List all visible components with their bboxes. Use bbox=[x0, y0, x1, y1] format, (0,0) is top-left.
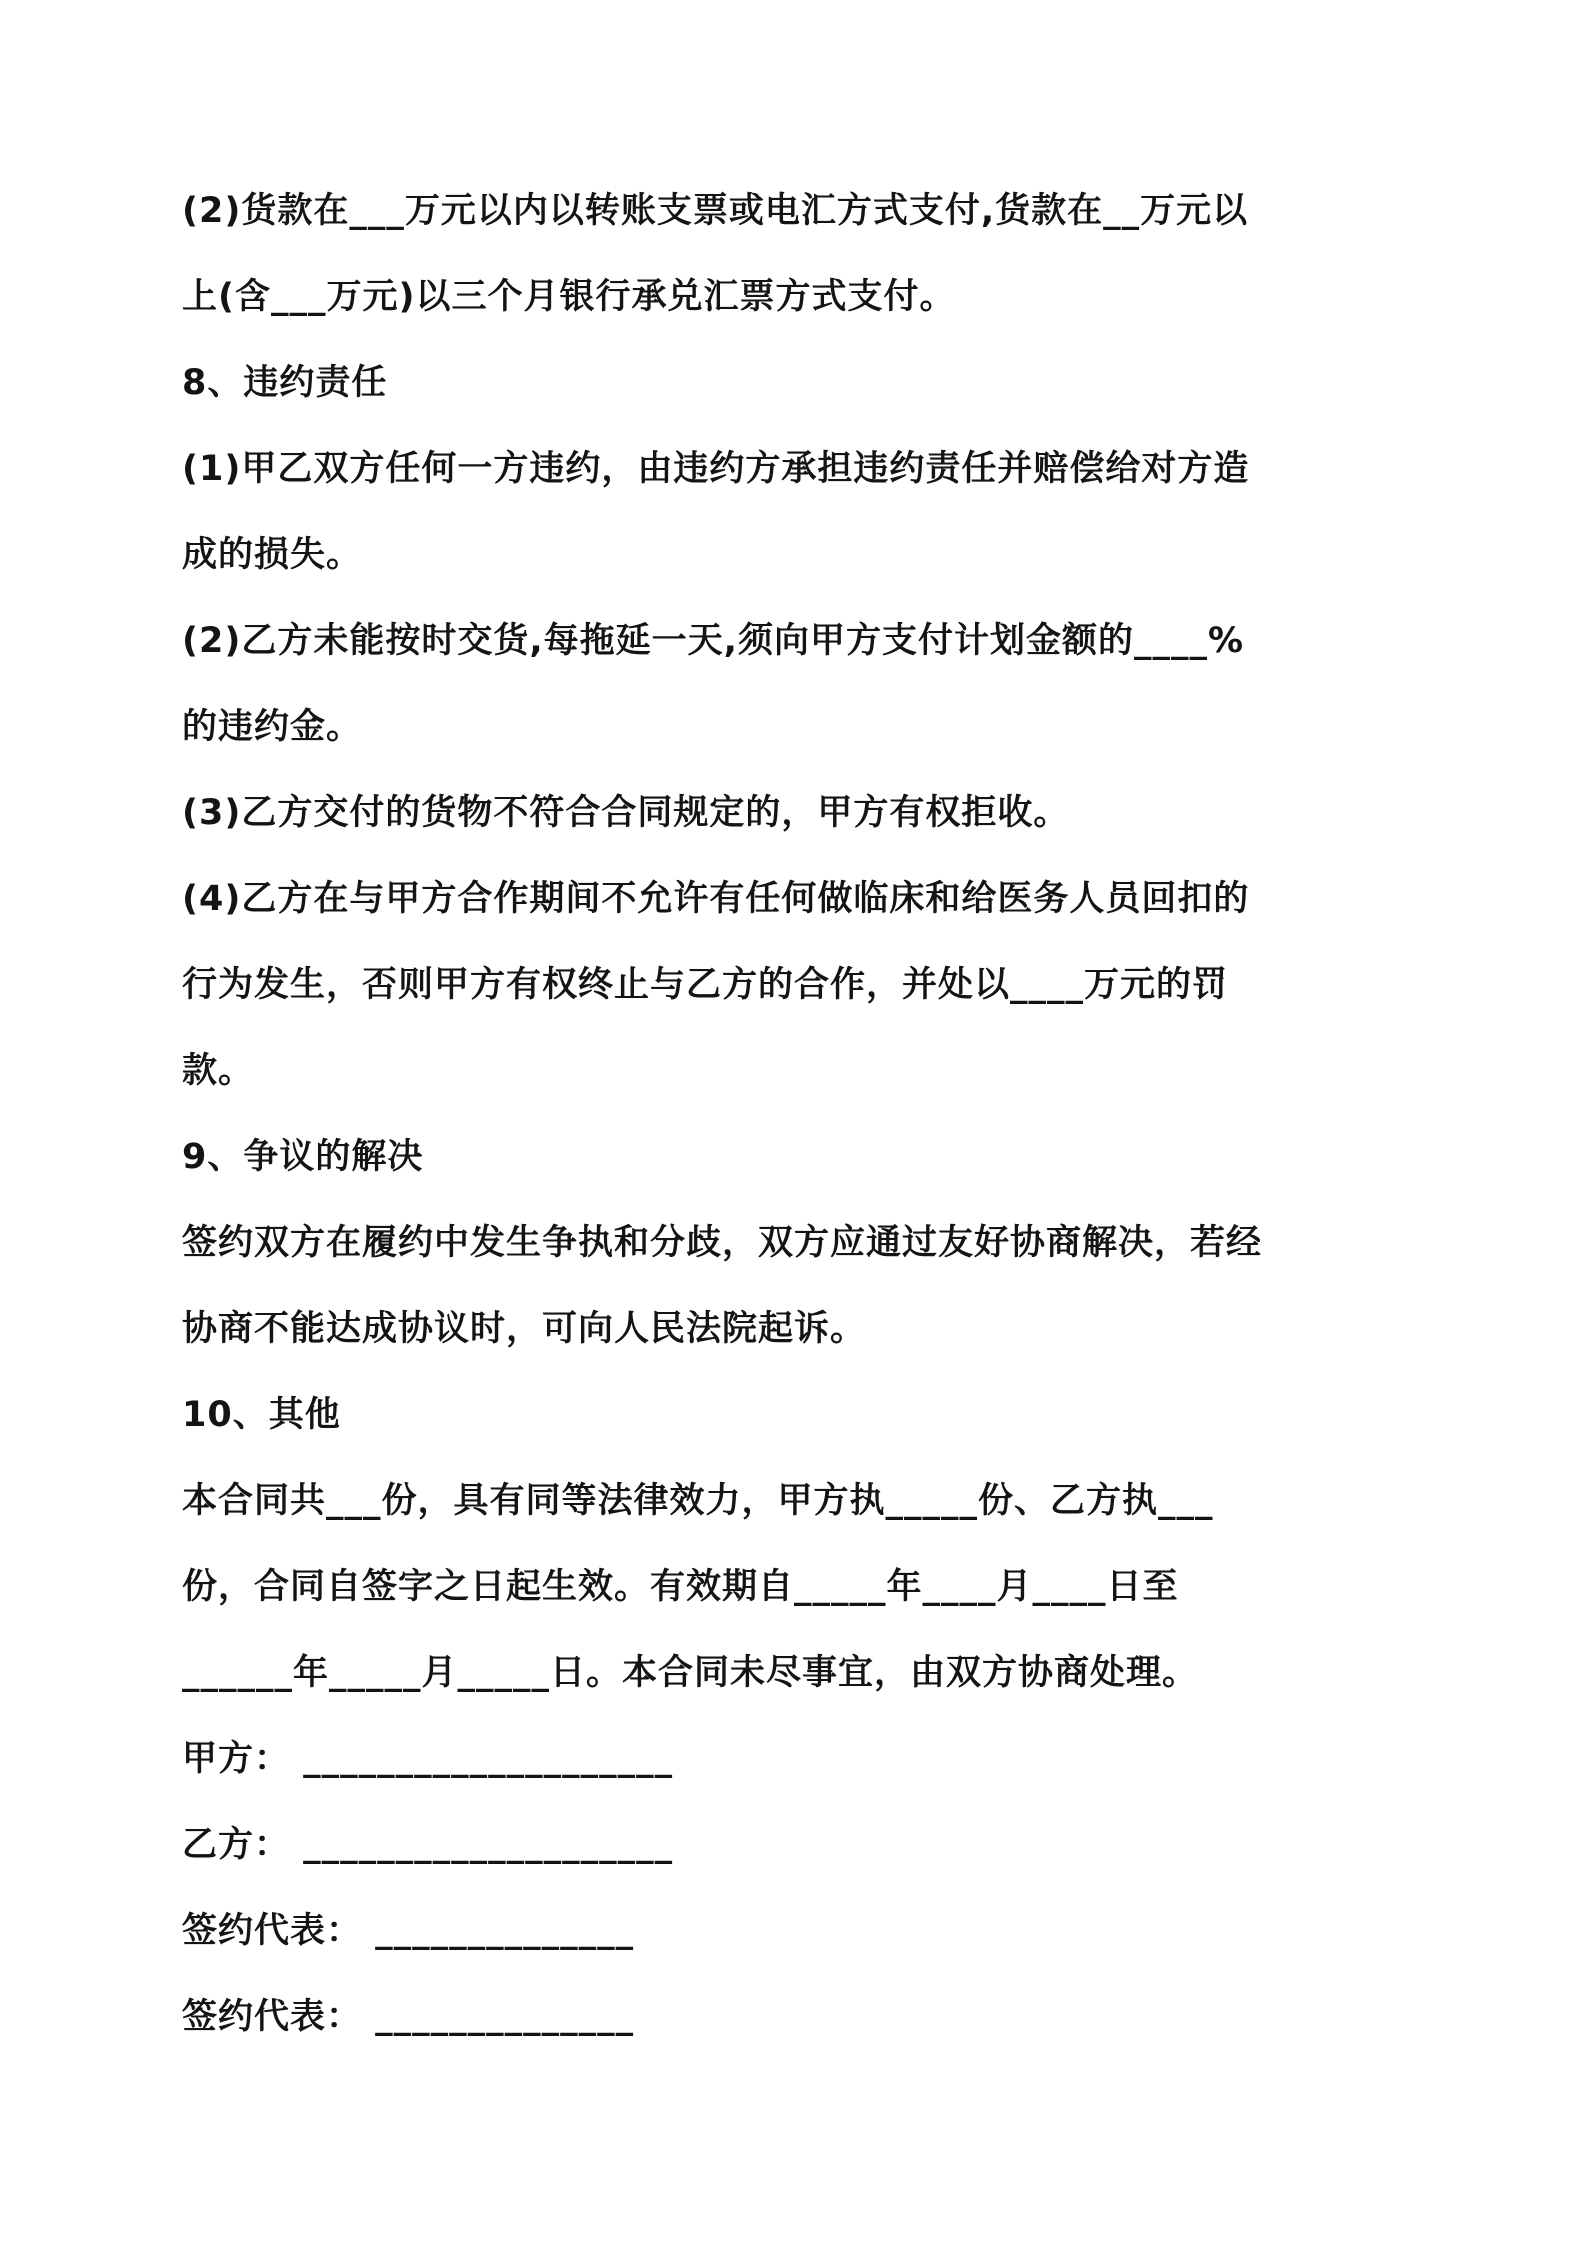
document-line: 签约双方在履约中发生争执和分歧，双方应通过友好协商解决，若经 bbox=[182, 1223, 1263, 1263]
document-line: 的违约金。 bbox=[182, 707, 363, 747]
document-line: (3)乙方交付的货物不符合合同规定的，甲方有权拒收。 bbox=[182, 793, 1070, 833]
document-line: 协商不能达成协议时，可向人民法院起诉。 bbox=[182, 1309, 867, 1349]
document-line: 本合同共___份，具有同等法律效力，甲方执_____份、乙方执___ bbox=[182, 1481, 1214, 1521]
document-line: (2)货款在___万元以内以转账支票或电汇方式支付,货款在__万元以 bbox=[182, 191, 1249, 231]
document-line: (1)甲乙双方任何一方违约，由违约方承担违约责任并赔偿给对方造 bbox=[182, 449, 1250, 489]
document-line: 款。 bbox=[182, 1051, 255, 1091]
document-line: 上(含___万元)以三个月银行承兑汇票方式支付。 bbox=[182, 277, 956, 317]
document-line: (2)乙方未能按时交货,每拖延一天,须向甲方支付计划金额的____% bbox=[182, 621, 1245, 661]
document-line: 甲方： ____________________ bbox=[182, 1739, 674, 1779]
document-body bbox=[182, 168, 1426, 2060]
document-line: 10、其他 bbox=[182, 1395, 341, 1435]
document-line: 签约代表： ______________ bbox=[182, 1997, 635, 2037]
document-line: 成的损失。 bbox=[182, 535, 363, 575]
document-line: (4)乙方在与甲方合作期间不允许有任何做临床和给医务人员回扣的 bbox=[182, 879, 1250, 919]
document-line: 签约代表： ______________ bbox=[182, 1911, 635, 1951]
document-line: 份，合同自签字之日起生效。有效期自_____年____月____日至 bbox=[182, 1567, 1179, 1607]
document-line: ______年_____月_____日。本合同未尽事宜，由双方协商处理。 bbox=[182, 1653, 1199, 1693]
document-line: 8、违约责任 bbox=[182, 363, 388, 403]
document-line: 行为发生，否则甲方有权终止与乙方的合作，并处以____万元的罚 bbox=[182, 965, 1229, 1005]
document-line: 9、争议的解决 bbox=[182, 1137, 424, 1177]
document-line: 乙方： ____________________ bbox=[182, 1825, 674, 1865]
